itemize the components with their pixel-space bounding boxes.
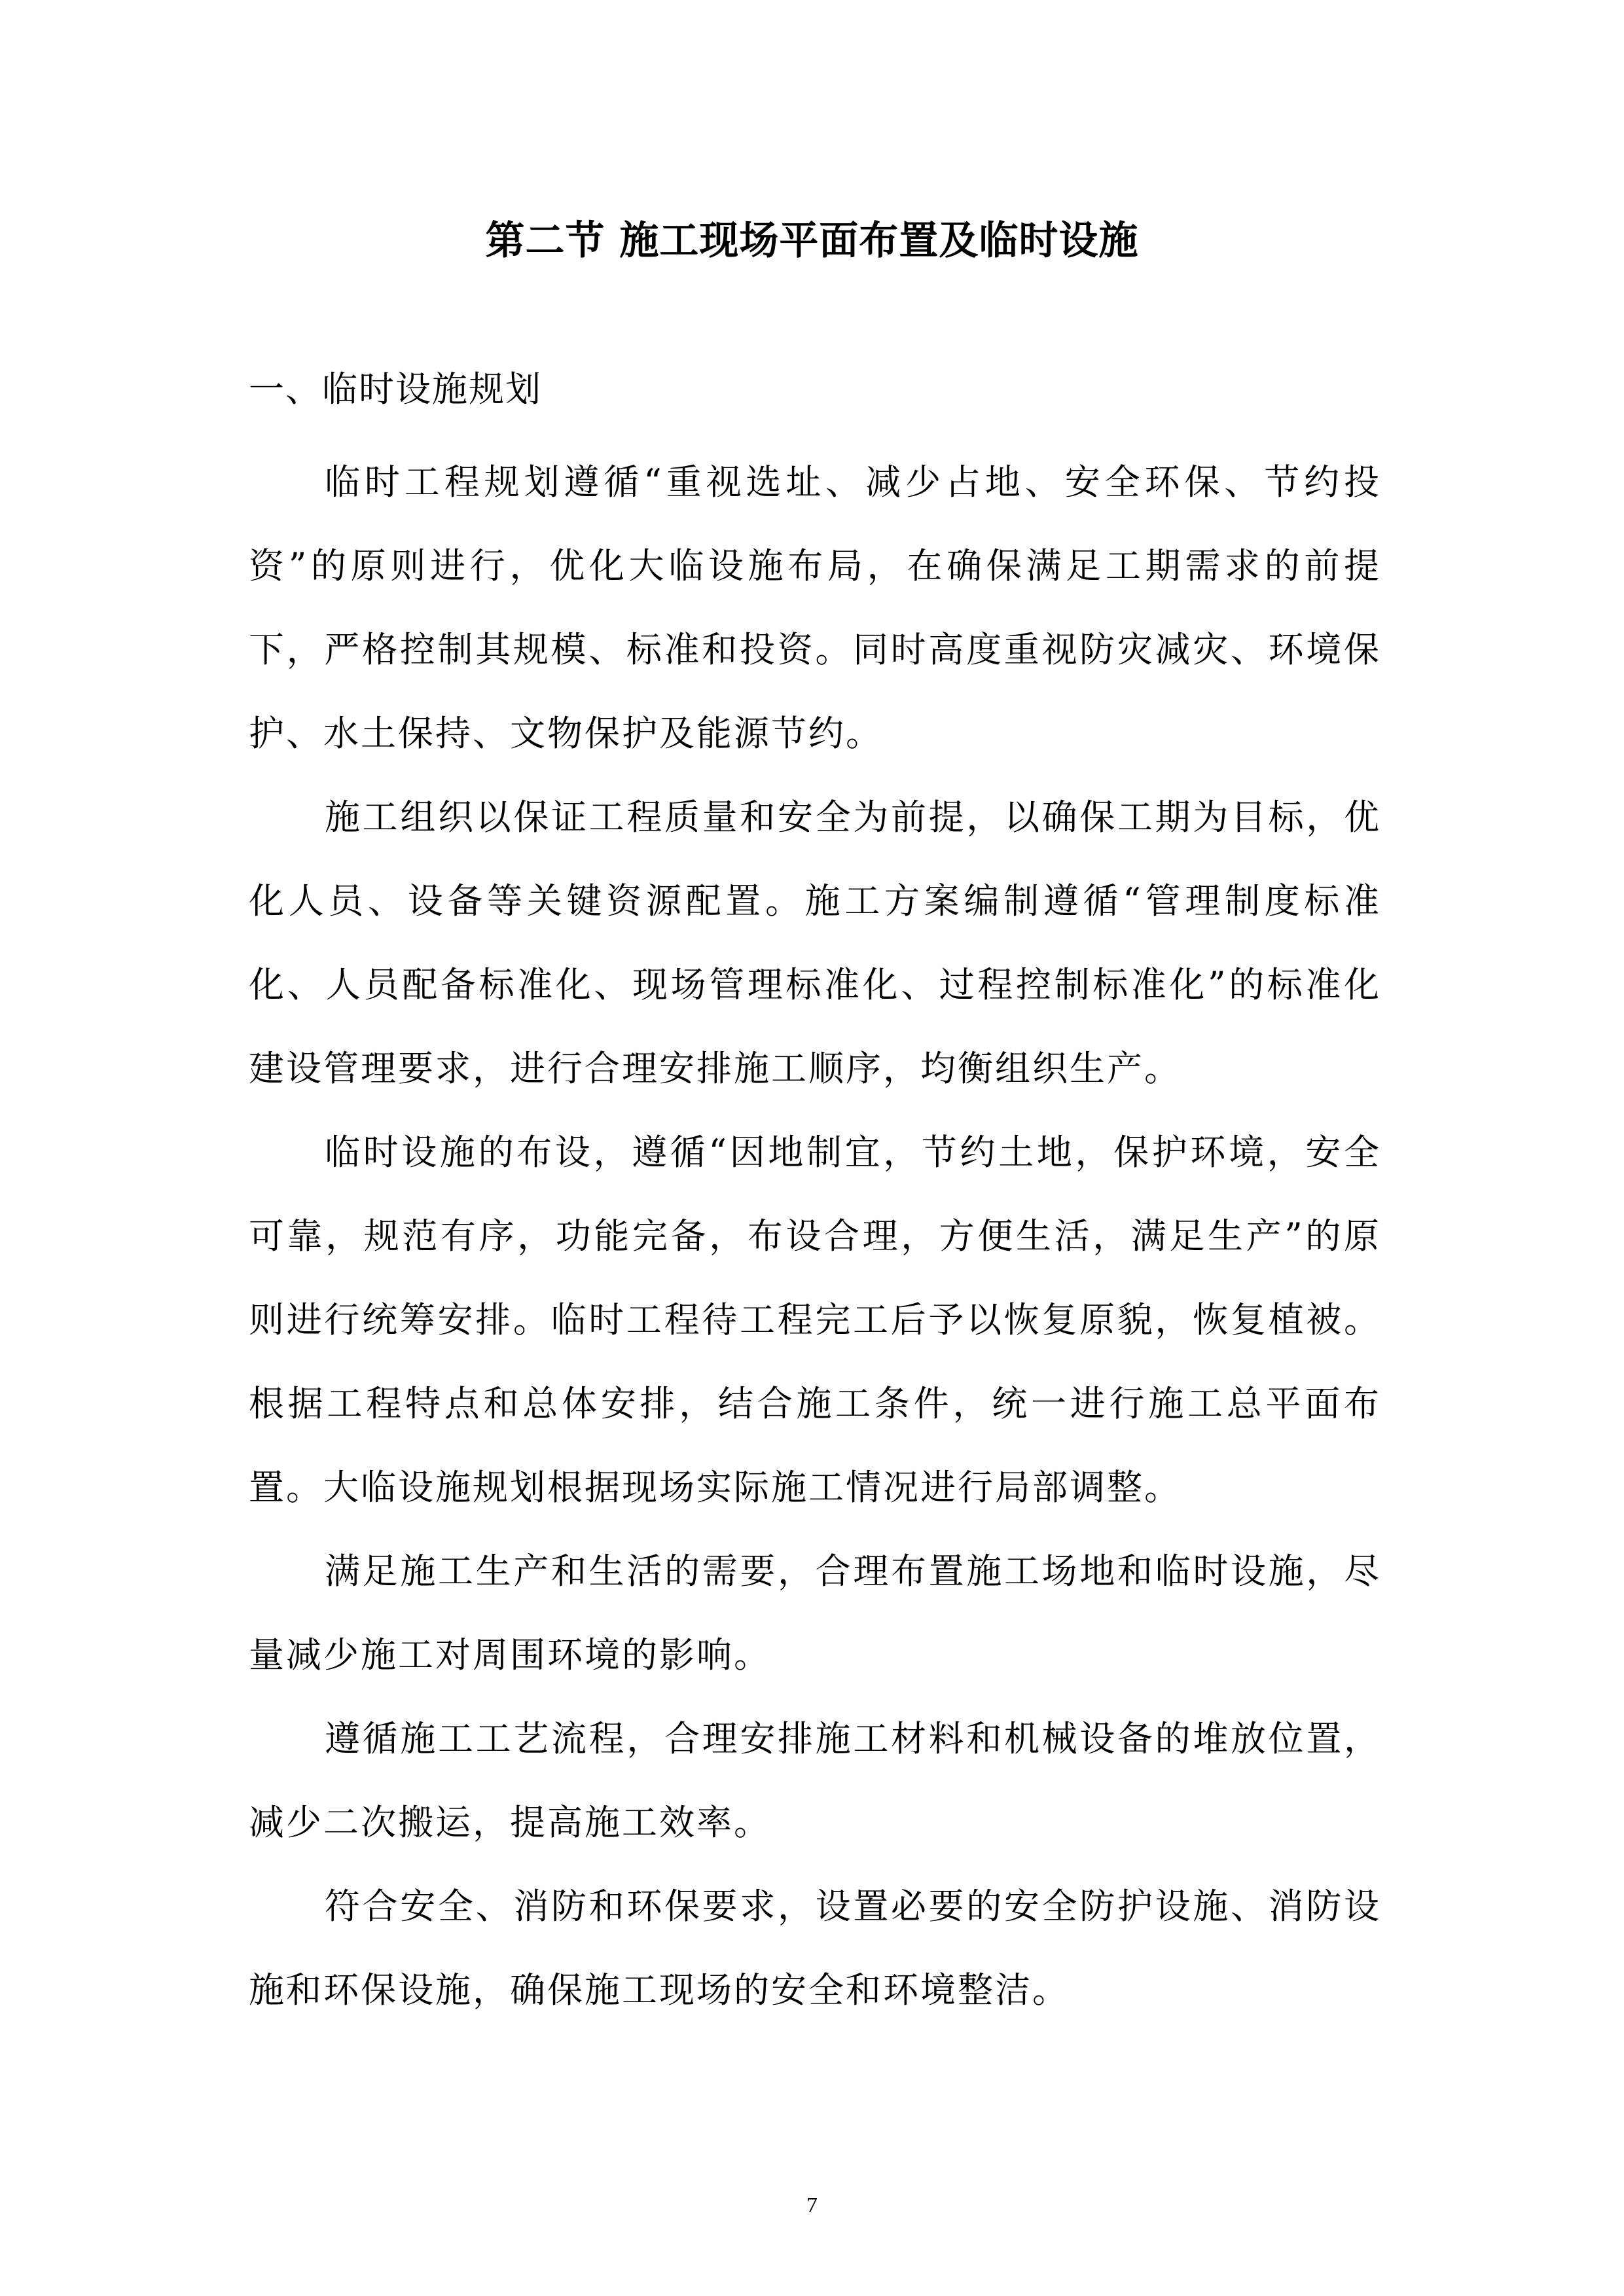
section-heading: 一、临时设施规划 (249, 368, 542, 410)
paragraph-planning-principles: 临时工程规划遵循“重视选址、减少占地、安全环保、节约投资”的原则进行，优化大临设施布局，在确保满足工期需求的前提下，严格控制其规模、标准和投资。同时高度重视防灾减灾、环境保护、水土保持、文物保护及能源节约。 (249, 461, 1381, 754)
paragraph-construction-organization: 施工组织以保证工程质量和安全为前提，以确保工期为目标，优化人员、设备等关键资源配置。施工方案编制遵循“管理制度标准化、人员配备标准化、现场管理标准化、过程控制标准化”的标准化建设管理要求，进行合理安排施工顺序，均衡组织生产。 (249, 797, 1381, 1089)
paragraph-production-needs: 满足施工生产和生活的需要，合理布置施工场地和临时设施，尽量减少施工对周围环境的影响。 (249, 1551, 1381, 1676)
page-number: 7 (806, 2193, 818, 2217)
page-title: 第二节 施工现场平面布置及临时设施 (485, 218, 1139, 264)
document-body (249, 357, 1381, 2032)
paragraph-safety-requirements: 符合安全、消防和环保要求，设置必要的安全防护设施、消防设施和环保设施，确保施工现场的安全和环境整洁。 (249, 1886, 1381, 2011)
paragraph-facility-layout: 临时设施的布设，遵循“因地制宜，节约土地，保护环境，安全可靠，规范有序，功能完备，布设合理，方便生活，满足生产”的原则进行统筹安排。临时工程待工程完工后予以恢复原貌，恢复植被。根据工程特点和总体安排，结合施工条件，统一进行施工总平面布置。大临设施规划根据现场实际施工情况进行局部调整。 (249, 1132, 1381, 1508)
paragraph-process-flow: 遵循施工工艺流程，合理安排施工材料和机械设备的堆放位置，减少二次搬运，提高施工效率。 (249, 1718, 1381, 1843)
